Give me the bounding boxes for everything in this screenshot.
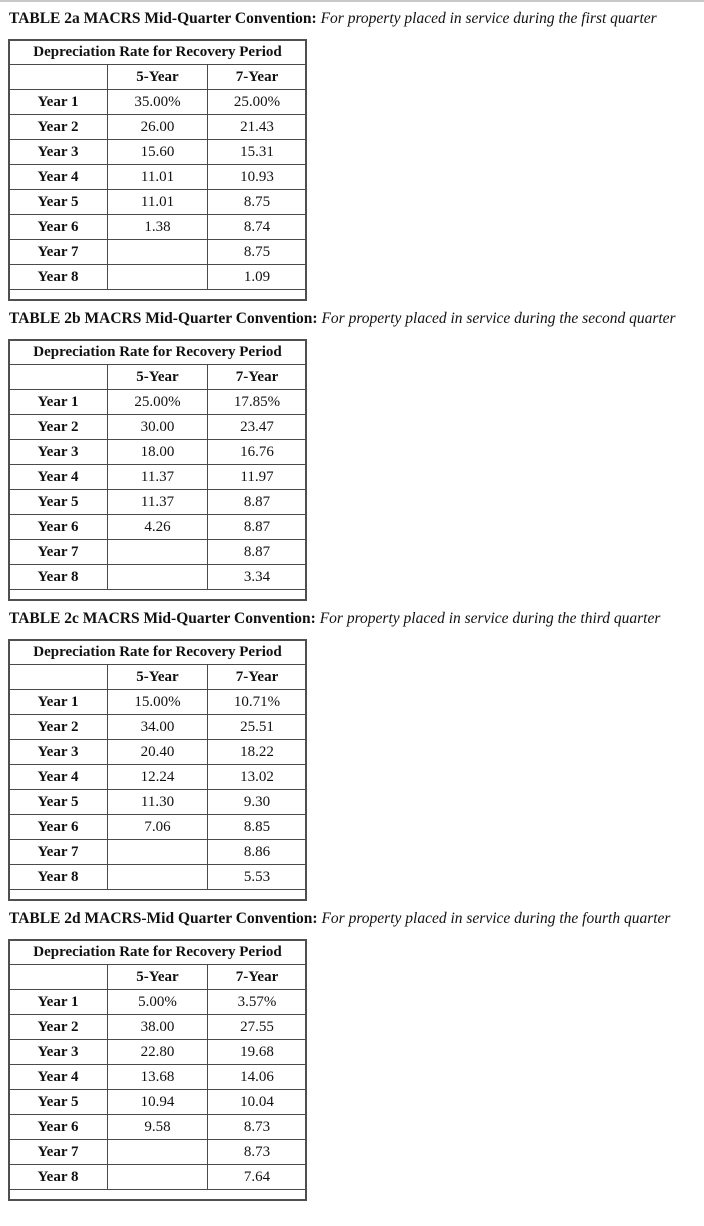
rate-7-year: 8.73: [207, 1140, 306, 1165]
year-label: Year 1: [9, 390, 108, 415]
rate-5-year: 9.58: [107, 1115, 207, 1140]
caption-title: TABLE 2d MACRS-Mid Quarter Convention:: [9, 910, 318, 927]
corner-cell: [9, 65, 108, 90]
table-row: [9, 390, 307, 415]
caption-description: For property placed in service during the first quarter: [320, 10, 657, 27]
table-row: [9, 515, 307, 540]
table-row: [9, 1165, 307, 1190]
rate-5-year: 11.01: [107, 165, 207, 190]
year-label: Year 3: [9, 740, 108, 765]
caption-title: TABLE 2c MACRS Mid-Quarter Convention:: [9, 610, 316, 627]
table-row: [9, 1015, 307, 1040]
table-row: [9, 765, 307, 790]
year-label: Year 2: [9, 415, 108, 440]
year-label: Year 2: [9, 115, 108, 140]
depreciation-table: [8, 939, 307, 1190]
rate-5-year: 11.01: [107, 190, 207, 215]
table-row: [9, 990, 307, 1015]
year-label: Year 4: [9, 765, 108, 790]
year-label: Year 7: [9, 840, 108, 865]
year-label: Year 4: [9, 1065, 108, 1090]
table-row: [9, 790, 307, 815]
top-rule: [0, 0, 704, 2]
rate-5-year: 30.00: [107, 415, 207, 440]
rate-5-year: 15.00%: [107, 690, 207, 715]
rate-5-year: [107, 865, 207, 890]
rate-7-year: 3.34: [207, 565, 306, 590]
rate-7-year: 9.30: [207, 790, 306, 815]
year-label: Year 3: [9, 440, 108, 465]
column-header-row: [9, 965, 307, 990]
year-label: Year 2: [9, 715, 108, 740]
rate-7-year: 1.09: [207, 265, 306, 290]
table-row: [9, 1115, 307, 1140]
rate-7-year: 8.75: [207, 190, 306, 215]
table-row: [9, 1090, 307, 1115]
rate-5-year: [107, 1140, 207, 1165]
group-header: Depreciation Rate for Recovery Period: [9, 340, 307, 365]
table-caption: [9, 909, 670, 929]
group-header: Depreciation Rate for Recovery Period: [9, 940, 307, 965]
caption-title: TABLE 2b MACRS Mid-Quarter Convention:: [9, 310, 318, 327]
rate-7-year: 21.43: [207, 115, 306, 140]
year-label: Year 4: [9, 165, 108, 190]
rate-5-year: [107, 265, 207, 290]
rate-7-year: 10.71%: [207, 690, 306, 715]
rate-7-year: 7.64: [207, 1165, 306, 1190]
year-label: Year 8: [9, 1165, 108, 1190]
rate-7-year: 8.87: [207, 540, 306, 565]
rate-5-year: 15.60: [107, 140, 207, 165]
rate-7-year: 18.22: [207, 740, 306, 765]
year-label: Year 6: [9, 515, 108, 540]
rate-5-year: 34.00: [107, 715, 207, 740]
column-header-row: [9, 665, 307, 690]
table-row: [9, 165, 307, 190]
caption-description: For property placed in service during the second quarter: [321, 310, 676, 327]
table-row: [9, 440, 307, 465]
group-header: Depreciation Rate for Recovery Period: [9, 40, 307, 65]
rate-7-year: 25.00%: [207, 90, 306, 115]
table-row: [9, 415, 307, 440]
rate-7-year: 3.57%: [207, 990, 306, 1015]
table-row: [9, 240, 307, 265]
table-caption: [9, 609, 660, 629]
rate-7-year: 25.51: [207, 715, 306, 740]
rate-7-year: 13.02: [207, 765, 306, 790]
rate-5-year: 22.80: [107, 1040, 207, 1065]
rate-5-year: 10.94: [107, 1090, 207, 1115]
year-label: Year 5: [9, 190, 108, 215]
depreciation-table: [8, 639, 307, 890]
table-caption: [9, 9, 657, 29]
header-row: [9, 640, 307, 665]
year-label: Year 7: [9, 1140, 108, 1165]
corner-cell: [9, 965, 108, 990]
table-row: [9, 690, 307, 715]
rate-5-year: [107, 565, 207, 590]
table-row: [9, 815, 307, 840]
rate-7-year: 17.85%: [207, 390, 306, 415]
column-header-5-year: 5-Year: [107, 65, 207, 90]
table-row: [9, 865, 307, 890]
year-label: Year 8: [9, 865, 108, 890]
table-row: [9, 1065, 307, 1090]
table-row: [9, 490, 307, 515]
rate-7-year: 8.85: [207, 815, 306, 840]
rate-5-year: [107, 1165, 207, 1190]
rate-7-year: 8.86: [207, 840, 306, 865]
year-label: Year 1: [9, 990, 108, 1015]
rate-7-year: 23.47: [207, 415, 306, 440]
group-header: Depreciation Rate for Recovery Period: [9, 640, 307, 665]
rate-5-year: 12.24: [107, 765, 207, 790]
year-label: Year 3: [9, 1040, 108, 1065]
caption-description: For property placed in service during the third quarter: [319, 610, 661, 627]
year-label: Year 6: [9, 815, 108, 840]
rate-7-year: 8.87: [207, 490, 306, 515]
rate-5-year: 5.00%: [107, 990, 207, 1015]
table-row: [9, 90, 307, 115]
table-row: [9, 115, 307, 140]
year-label: Year 5: [9, 490, 108, 515]
rate-5-year: 20.40: [107, 740, 207, 765]
year-label: Year 5: [9, 1090, 108, 1115]
table-row: [9, 465, 307, 490]
rate-5-year: 13.68: [107, 1065, 207, 1090]
rate-7-year: 11.97: [207, 465, 306, 490]
caption-description: For property placed in service during the fourth quarter: [321, 910, 671, 927]
header-row: [9, 340, 307, 365]
rate-5-year: 11.37: [107, 465, 207, 490]
table-row: [9, 565, 307, 590]
column-header-7-year: 7-Year: [207, 365, 306, 390]
table-row: [9, 840, 307, 865]
column-header-5-year: 5-Year: [107, 665, 207, 690]
header-row: [9, 40, 307, 65]
rate-7-year: 19.68: [207, 1040, 306, 1065]
rate-7-year: 8.73: [207, 1115, 306, 1140]
rate-7-year: 8.75: [207, 240, 306, 265]
column-header-row: [9, 65, 307, 90]
rate-7-year: 8.87: [207, 515, 306, 540]
rate-5-year: 4.26: [107, 515, 207, 540]
header-row: [9, 940, 307, 965]
rate-5-year: 35.00%: [107, 90, 207, 115]
rate-7-year: 10.93: [207, 165, 306, 190]
table-row: [9, 1140, 307, 1165]
year-label: Year 7: [9, 540, 108, 565]
table-row: [9, 265, 307, 290]
rate-5-year: [107, 240, 207, 265]
table-row: [9, 1040, 307, 1065]
column-header-7-year: 7-Year: [207, 965, 306, 990]
caption-title: TABLE 2a MACRS Mid-Quarter Convention:: [9, 10, 317, 27]
rate-5-year: 11.30: [107, 790, 207, 815]
depreciation-table: [8, 39, 307, 290]
table-row: [9, 740, 307, 765]
column-header-7-year: 7-Year: [207, 665, 306, 690]
year-label: Year 6: [9, 1115, 108, 1140]
column-header-row: [9, 365, 307, 390]
rate-5-year: 11.37: [107, 490, 207, 515]
corner-cell: [9, 665, 108, 690]
year-label: Year 3: [9, 140, 108, 165]
rate-5-year: [107, 840, 207, 865]
rate-5-year: 7.06: [107, 815, 207, 840]
rate-5-year: [107, 540, 207, 565]
table-row: [9, 715, 307, 740]
rate-7-year: 10.04: [207, 1090, 306, 1115]
rate-7-year: 16.76: [207, 440, 306, 465]
column-header-5-year: 5-Year: [107, 365, 207, 390]
table-row: [9, 540, 307, 565]
table-row: [9, 190, 307, 215]
year-label: Year 5: [9, 790, 108, 815]
rate-7-year: 8.74: [207, 215, 306, 240]
depreciation-table: [8, 339, 307, 590]
table-row: [9, 140, 307, 165]
rate-7-year: 5.53: [207, 865, 306, 890]
column-header-7-year: 7-Year: [207, 65, 306, 90]
year-label: Year 1: [9, 690, 108, 715]
rate-5-year: 26.00: [107, 115, 207, 140]
year-label: Year 2: [9, 1015, 108, 1040]
year-label: Year 7: [9, 240, 108, 265]
corner-cell: [9, 365, 108, 390]
year-label: Year 6: [9, 215, 108, 240]
column-header-5-year: 5-Year: [107, 965, 207, 990]
rate-5-year: 1.38: [107, 215, 207, 240]
year-label: Year 4: [9, 465, 108, 490]
table-caption: [9, 309, 676, 329]
year-label: Year 8: [9, 265, 108, 290]
rate-5-year: 25.00%: [107, 390, 207, 415]
rate-5-year: 38.00: [107, 1015, 207, 1040]
table-row: [9, 215, 307, 240]
rate-7-year: 27.55: [207, 1015, 306, 1040]
rate-7-year: 14.06: [207, 1065, 306, 1090]
year-label: Year 8: [9, 565, 108, 590]
rate-7-year: 15.31: [207, 140, 306, 165]
year-label: Year 1: [9, 90, 108, 115]
rate-5-year: 18.00: [107, 440, 207, 465]
